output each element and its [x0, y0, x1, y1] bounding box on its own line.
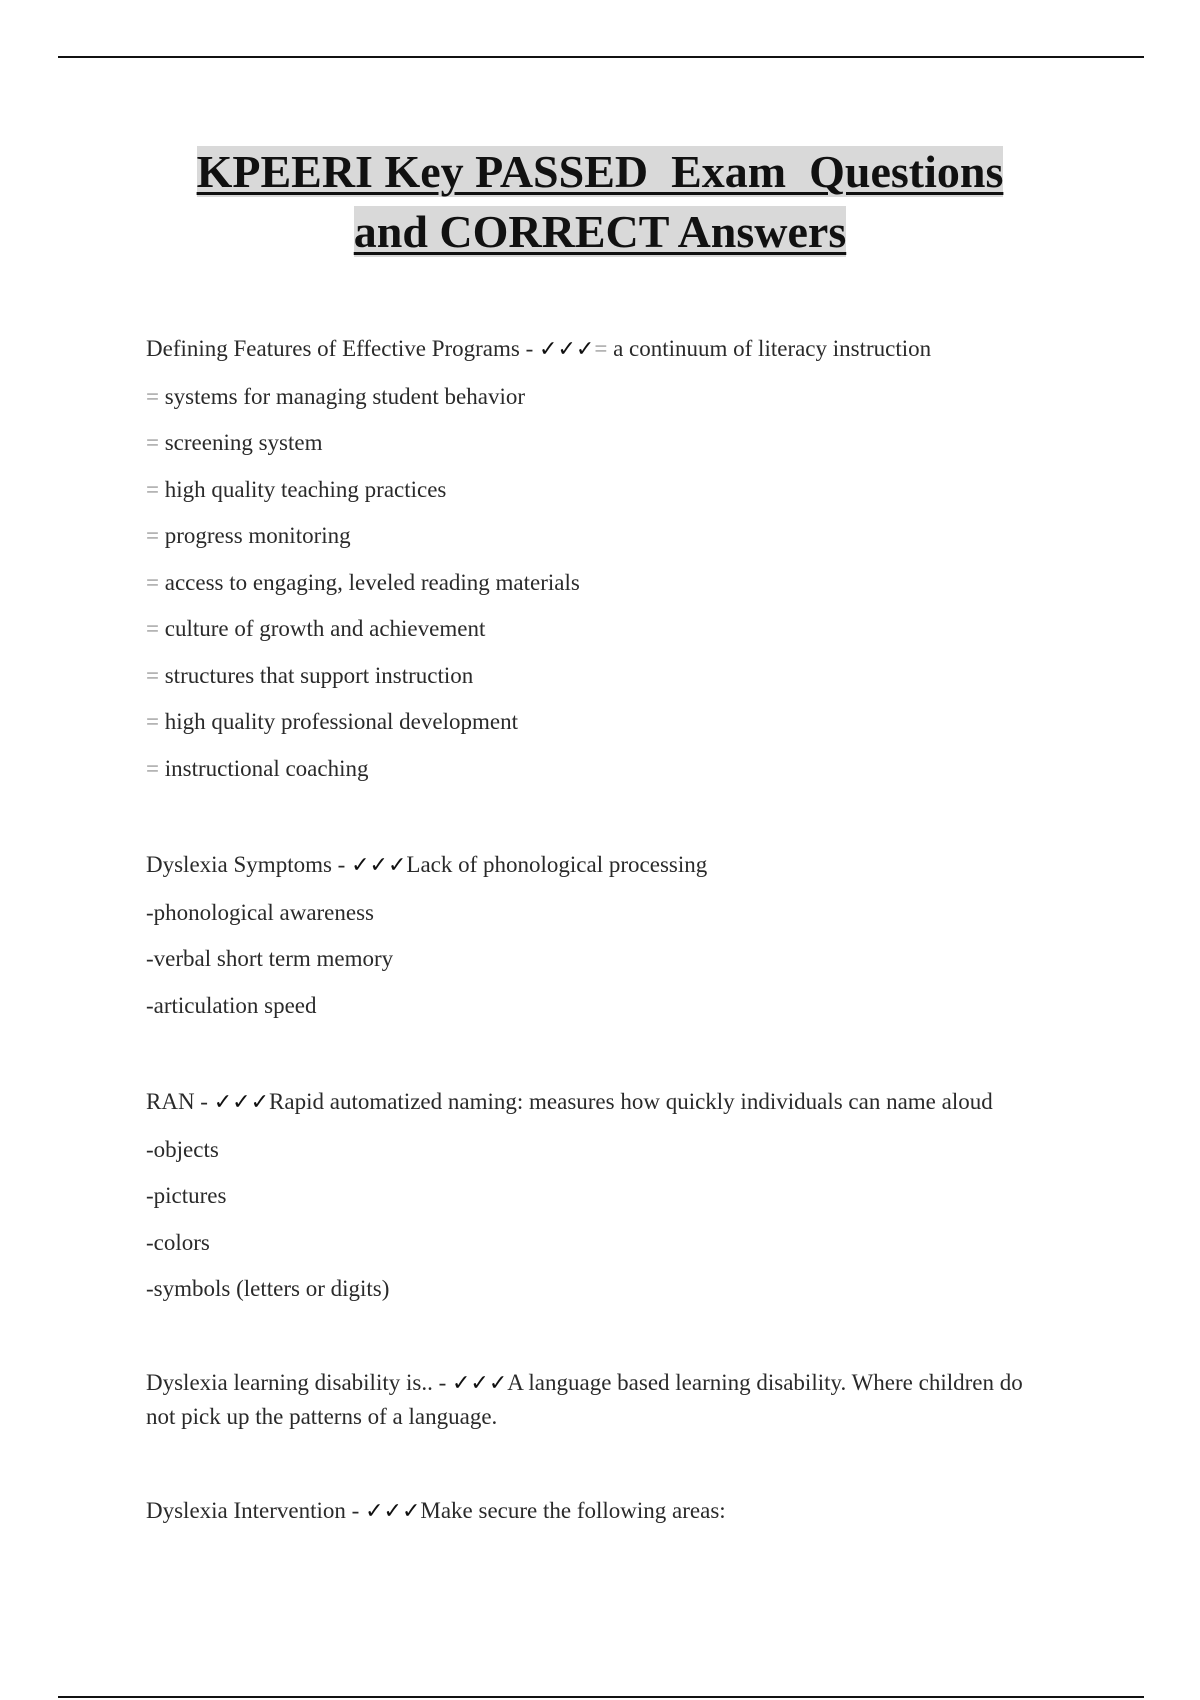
qa-entry-effective-programs: [146, 326, 1046, 792]
checkmark-icon: ✓✓✓: [351, 853, 407, 878]
question-term: Defining Features of Effective Programs -: [146, 336, 540, 361]
equals-marker: =: [146, 430, 165, 455]
list-item: -symbols (letters or digits): [146, 1276, 390, 1301]
answer-text: Lack of phonological processing: [406, 852, 708, 877]
list-item: [146, 467, 1046, 514]
question-term: RAN -: [146, 1089, 214, 1114]
equals-marker: =: [146, 662, 165, 688]
question-line: [146, 326, 1046, 374]
list-item: [146, 653, 1046, 700]
question-line: [146, 842, 1046, 890]
qa-entry-dyslexia-disability: [146, 1359, 1046, 1440]
equals-marker: =: [146, 616, 165, 641]
list-item: -articulation speed: [146, 992, 317, 1018]
list-item-text: progress monitoring: [164, 523, 351, 548]
question-term: Dyslexia Symptoms -: [146, 852, 352, 877]
list-item: -verbal short term memory: [146, 946, 394, 971]
checkmark-icon: ✓✓✓: [213, 1090, 270, 1115]
list-item-text: culture of growth and achievement: [164, 616, 486, 641]
list-item: [146, 606, 1046, 653]
list-item: [146, 420, 1046, 467]
question-line: [146, 1079, 1046, 1127]
checkmark-icon: ✓✓✓: [365, 1498, 421, 1524]
question-line: [146, 1488, 1046, 1536]
list-item: [146, 374, 1046, 421]
equals-marker: =: [146, 523, 165, 548]
title-line-2: and CORRECT Answers: [353, 206, 847, 257]
qa-entry-dyslexia-intervention: [146, 1488, 1046, 1536]
bottom-rule: [58, 1696, 1144, 1698]
list-item: -pictures: [146, 1183, 227, 1208]
question-term: Dyslexia Intervention -: [146, 1497, 366, 1523]
title-line-1: KPEERI Key PASSED Exam Questions: [196, 146, 1004, 197]
equals-marker: =: [146, 569, 165, 595]
list-item-text: systems for managing student behavior: [164, 383, 525, 409]
qa-entry-dyslexia-symptoms: [146, 842, 1046, 1029]
qa-entry-ran: [146, 1079, 1046, 1313]
list-item-text: access to engaging, leveled reading materials: [164, 569, 580, 595]
question-term: Dyslexia learning disability is.. -: [146, 1369, 452, 1395]
list-item: -objects: [146, 1136, 219, 1162]
checkmark-icon: ✓✓✓: [451, 1370, 508, 1396]
equals-marker: =: [594, 336, 614, 361]
list-item: [146, 513, 1046, 560]
question-line: [146, 1359, 1046, 1440]
list-item: -phonological awareness: [146, 899, 375, 925]
list-item: [146, 699, 1046, 746]
list-item-text: high quality professional development: [164, 709, 518, 734]
answer-text: Make secure the following areas:: [420, 1497, 726, 1523]
top-rule: [58, 56, 1144, 58]
list-item: [146, 746, 1046, 793]
equals-marker: =: [146, 755, 165, 781]
list-item-text: high quality teaching practices: [164, 476, 447, 502]
qa-content: [146, 326, 1046, 1535]
answer-text: Rapid automatized naming: measures how quickly individuals can name aloud: [269, 1089, 993, 1114]
equals-marker: =: [146, 476, 165, 502]
answer-text: a continuum of literacy instruction: [613, 336, 932, 361]
list-item-text: screening system: [164, 430, 323, 455]
list-item-text: structures that support instruction: [164, 662, 474, 688]
page-title: [0, 142, 1200, 262]
equals-marker: =: [146, 383, 165, 409]
list-item-text: instructional coaching: [164, 755, 369, 781]
list-item: [146, 560, 1046, 607]
list-item: -colors: [146, 1229, 210, 1255]
answer-text: A language based learning disability. Where children do not pick up the patterns of a language.: [146, 1369, 1023, 1429]
checkmark-icon: ✓✓✓: [539, 337, 595, 362]
equals-marker: =: [146, 709, 165, 734]
